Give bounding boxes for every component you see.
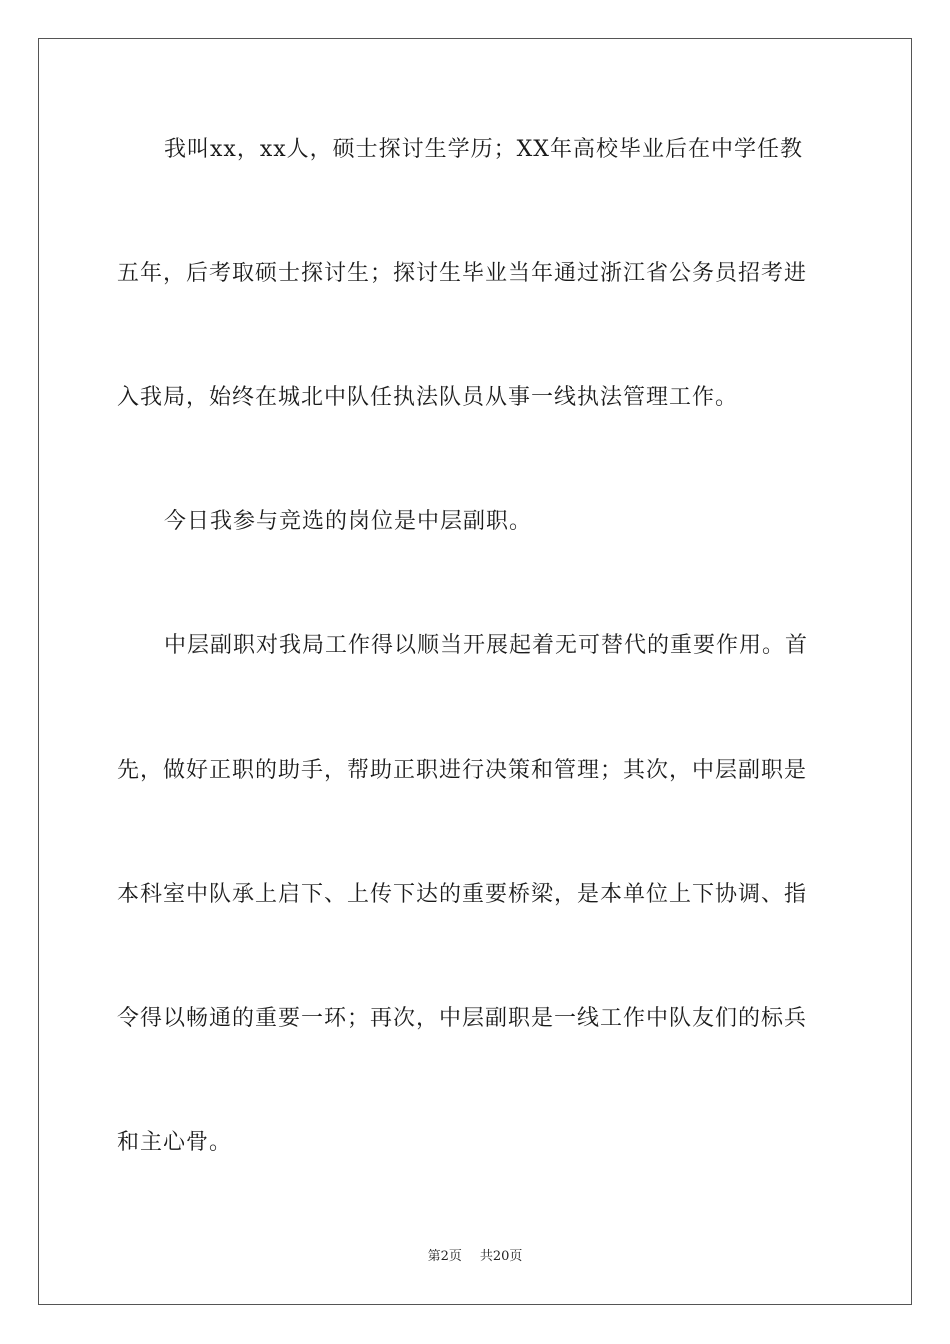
paragraph-2-line-1: 今日我参与竞选的岗位是中层副职。 — [164, 509, 533, 534]
paragraph-1-line-2: 五年，后考取硕士探讨生；探讨生毕业当年通过浙江省公务员招考进 — [117, 261, 808, 286]
paragraph-3-line-3: 本科室中队承上启下、上传下达的重要桥梁，是本单位上下协调、指 — [117, 882, 808, 907]
paragraph-3-line-5: 和主心骨。 — [117, 1130, 233, 1155]
paragraph-3-line-2: 先，做好正职的助手，帮助正职进行决策和管理；其次，中层副职是 — [117, 758, 808, 783]
paragraph-3-line-4: 令得以畅通的重要一环；再次，中层副职是一线工作中队友们的标兵 — [117, 1006, 808, 1031]
paragraph-3-line-1: 中层副职对我局工作得以顺当开展起着无可替代的重要作用。首 — [164, 633, 809, 658]
page-border — [38, 38, 912, 1305]
page-total: 共20页 — [479, 1249, 523, 1264]
paragraph-1-line-1: 我叫xx，xx人，硕士探讨生学历；XX年高校毕业后在中学任教 — [164, 137, 803, 162]
page-footer — [0, 1248, 950, 1266]
page-number: 第2页 — [427, 1249, 462, 1264]
paragraph-1-line-3: 入我局，始终在城北中队任执法队员从事一线执法管理工作。 — [117, 385, 739, 410]
